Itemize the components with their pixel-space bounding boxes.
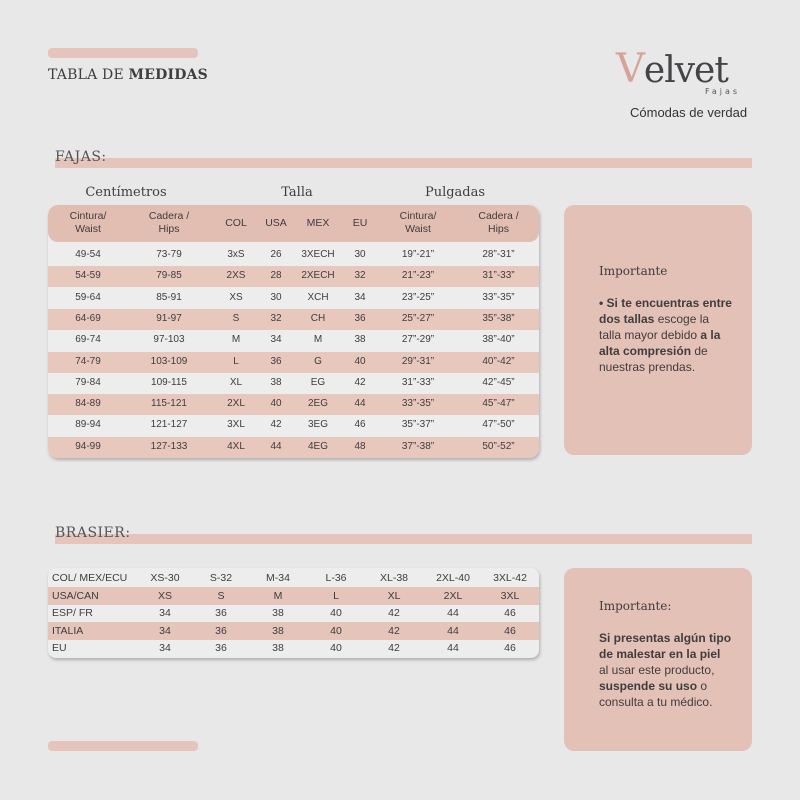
- table-cell: 46: [504, 624, 516, 637]
- table-cell: 19”-21”: [401, 249, 435, 260]
- table-cell: 121-127: [150, 419, 188, 431]
- fajas-col-header: COL: [225, 217, 247, 229]
- table-cell: 36: [215, 607, 227, 619]
- fajas-section-label: FAJAS:: [55, 149, 107, 165]
- table-row: [48, 604, 539, 622]
- table-row: [48, 437, 539, 458]
- table-row: [48, 394, 539, 415]
- table-cell: 38”-40”: [482, 334, 515, 346]
- note-body: Si presentas algún tipo de malestar en la piel al usar este producto, suspende su uso o consulta a tu médico.: [599, 631, 732, 709]
- table-cell: CH: [310, 312, 326, 324]
- table-cell: XS: [157, 589, 172, 602]
- row-label: EU: [52, 642, 67, 654]
- table-cell: 2XL: [443, 589, 463, 602]
- table-cell: 42: [270, 419, 282, 431]
- brasier-divider: [55, 534, 752, 544]
- table-row: [48, 639, 539, 657]
- table-cell: 97-103: [153, 334, 185, 346]
- table-cell: 34: [354, 291, 366, 303]
- table-cell: 42: [388, 607, 400, 619]
- fajas-col-header: Cadera / Hips: [478, 210, 519, 235]
- fajas-col-header: Cintura/ Waist: [399, 210, 437, 235]
- table-cell: 79-84: [75, 376, 101, 388]
- table-cell: 127-133: [150, 440, 188, 452]
- table-cell: 38: [272, 642, 284, 654]
- table-cell: 89-94: [75, 419, 101, 431]
- table-cell: 84-89: [75, 398, 101, 410]
- table-cell: 46: [504, 642, 516, 654]
- table-cell: M: [273, 589, 283, 602]
- table-cell: 38: [270, 376, 282, 388]
- table-cell: 40: [330, 624, 342, 637]
- table-cell: 85-91: [156, 291, 182, 303]
- table-cell: 64-69: [75, 312, 101, 324]
- table-cell: 35”-37”: [401, 419, 435, 431]
- table-cell: 94-99: [75, 440, 101, 452]
- table-cell: 25”-27”: [401, 312, 435, 324]
- table-cell: 91-97: [156, 312, 182, 324]
- page-title: TABLA DE MEDIDAS: [48, 67, 208, 83]
- table-cell: 40: [330, 642, 342, 654]
- table-cell: 103-109: [150, 355, 188, 367]
- fajas-important-note: [564, 205, 752, 455]
- note-title: Importante: [599, 264, 668, 278]
- table-cell: 34: [270, 334, 282, 346]
- table-cell: 23”-25”: [401, 291, 435, 303]
- fajas-col-header: Cadera / Hips: [148, 210, 190, 235]
- table-cell: 40: [330, 607, 342, 619]
- table-cell: 3XL: [500, 589, 520, 602]
- table-cell: 28”-31”: [482, 249, 515, 260]
- brand-logo-sub: Fajas: [705, 87, 741, 96]
- brasier-size-table: [48, 568, 539, 658]
- note-title: Importante:: [599, 599, 672, 613]
- table-cell: 32: [354, 270, 366, 282]
- table-cell: 54-59: [75, 270, 101, 282]
- table-cell: 73-79: [156, 249, 182, 260]
- table-cell: 31”-33”: [482, 270, 515, 282]
- table-cell: 42: [388, 624, 400, 637]
- table-cell: 36: [270, 355, 282, 367]
- table-cell: 44: [447, 607, 459, 619]
- table-cell: 3XL-42: [493, 572, 527, 584]
- note-body: • Si te encuentras entre dos tallas escoge la talla mayor debido a la alta compresión de nuestras prendas.: [599, 296, 732, 374]
- table-cell: 4EG: [307, 440, 328, 452]
- table-cell: 26: [270, 249, 282, 260]
- table-cell: 46: [354, 419, 366, 431]
- brasier-important-note: [564, 568, 752, 751]
- table-row: [48, 266, 539, 287]
- table-cell: 44: [447, 642, 459, 654]
- table-row: [48, 288, 539, 309]
- table-cell: 42: [354, 376, 366, 388]
- fajas-col-header: EU: [352, 217, 368, 229]
- table-cell: 21”-23”: [401, 270, 435, 282]
- table-row: [48, 622, 539, 640]
- table-cell: 38: [272, 624, 284, 637]
- table-cell: 3EG: [307, 419, 328, 431]
- table-cell: 38: [354, 334, 366, 346]
- table-cell: EG: [310, 376, 326, 388]
- table-cell: S: [217, 589, 225, 602]
- table-cell: L: [233, 355, 239, 367]
- table-cell: XL: [229, 376, 243, 388]
- table-cell: 27”-29”: [401, 334, 435, 346]
- table-cell: M: [231, 334, 241, 346]
- table-row: [48, 309, 539, 330]
- table-row: [48, 352, 539, 373]
- fajas-table-header: [48, 205, 539, 242]
- table-cell: 36: [215, 642, 227, 654]
- brand-logo: Velvet: [616, 46, 728, 92]
- brasier-section-label: BRASIER:: [55, 525, 131, 541]
- table-cell: 34: [159, 642, 171, 654]
- table-cell: 2XS: [226, 270, 246, 282]
- table-cell: 40: [354, 355, 366, 367]
- table-cell: 49-54: [75, 249, 101, 260]
- table-row: [48, 330, 539, 351]
- table-cell: 45”-47”: [482, 398, 515, 410]
- table-cell: 47”-50”: [482, 419, 515, 431]
- table-cell: 42: [388, 642, 400, 654]
- table-cell: 44: [354, 398, 366, 410]
- table-cell: 31”-33”: [401, 376, 435, 388]
- table-cell: 38: [272, 607, 284, 619]
- table-cell: 69-74: [75, 334, 101, 346]
- table-row: [48, 587, 539, 605]
- table-cell: 59-64: [75, 291, 101, 303]
- table-cell: XCH: [307, 291, 329, 303]
- table-cell: 40: [270, 398, 282, 410]
- brand-tagline: Cómodas de verdad: [630, 105, 748, 120]
- table-cell: 40”-42”: [482, 355, 515, 367]
- table-cell: L-36: [325, 572, 347, 584]
- table-cell: 29”-31”: [401, 355, 435, 367]
- table-cell: 3xS: [227, 249, 245, 260]
- fajas-col-header: USA: [265, 217, 287, 229]
- table-cell: G: [314, 355, 322, 367]
- table-cell: S: [232, 312, 240, 324]
- table-cell: 79-85: [156, 270, 182, 282]
- table-cell: 4XL: [227, 440, 245, 452]
- table-cell: M-34: [266, 572, 290, 584]
- table-cell: 3XL: [227, 419, 245, 431]
- table-cell: XS-30: [150, 572, 180, 584]
- bottom-accent-bar: [48, 741, 198, 751]
- table-cell: 34: [159, 624, 171, 637]
- table-cell: 35”-38”: [482, 312, 515, 324]
- table-cell: 74-79: [75, 355, 101, 367]
- fajas-col-header: Cintura/ Waist: [69, 210, 107, 235]
- row-label: USA/CAN: [52, 589, 99, 602]
- group-heading-cm: Centímetros: [85, 185, 167, 200]
- group-heading-talla: Talla: [281, 185, 313, 200]
- table-cell: 2XL-40: [436, 572, 470, 584]
- table-cell: 28: [270, 270, 282, 282]
- table-cell: 2XECH: [301, 270, 335, 282]
- table-cell: L: [333, 589, 339, 602]
- row-label: ITALIA: [52, 624, 84, 637]
- table-cell: M: [313, 334, 323, 346]
- table-cell: 33”-35”: [482, 291, 515, 303]
- table-cell: 37”-38”: [401, 440, 435, 452]
- table-cell: 36: [354, 312, 366, 324]
- table-cell: XL-38: [379, 572, 409, 584]
- table-cell: 2XL: [227, 398, 245, 410]
- top-accent-bar: [48, 48, 198, 58]
- table-cell: XL: [387, 589, 401, 602]
- table-cell: 46: [504, 607, 516, 619]
- table-cell: 44: [270, 440, 282, 452]
- table-cell: 30: [354, 249, 366, 260]
- fajas-divider: [55, 158, 752, 168]
- table-cell: 3XECH: [301, 249, 335, 260]
- table-cell: XS: [229, 291, 243, 303]
- table-cell: 2EG: [307, 398, 328, 410]
- fajas-size-table: [48, 205, 539, 458]
- table-cell: 115-121: [151, 398, 187, 410]
- table-row: [48, 245, 539, 266]
- table-cell: 36: [215, 624, 227, 637]
- row-label: ESP/ FR: [52, 607, 93, 619]
- table-cell: 42”-45”: [482, 376, 515, 388]
- table-cell: 109-115: [151, 376, 187, 388]
- table-cell: 33”-35”: [401, 398, 435, 410]
- table-cell: 44: [447, 624, 459, 637]
- table-cell: 48: [354, 440, 366, 452]
- table-cell: 34: [159, 607, 171, 619]
- table-cell: 30: [270, 291, 282, 303]
- row-label: COL/ MEX/ECU: [52, 572, 128, 584]
- table-cell: S-32: [209, 572, 233, 584]
- group-heading-inches: Pulgadas: [424, 185, 486, 200]
- table-cell: 32: [270, 312, 282, 324]
- table-cell: 50”-52”: [482, 440, 515, 452]
- fajas-col-header: MEX: [306, 217, 330, 229]
- table-row: [48, 373, 539, 394]
- table-row: [48, 415, 539, 436]
- table-row: [48, 569, 539, 587]
